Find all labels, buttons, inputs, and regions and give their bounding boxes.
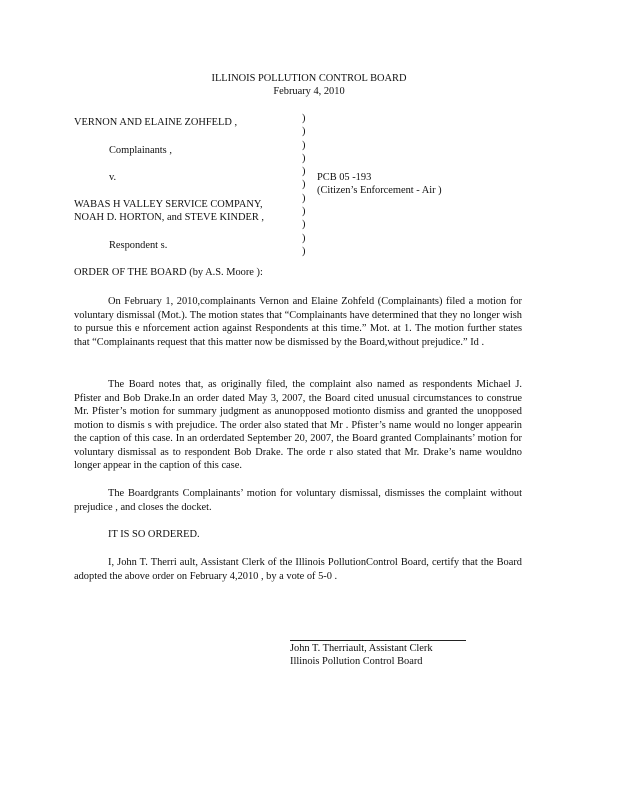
respondents-label: Respondent s. — [109, 240, 168, 251]
order-date: February 4, 2010 — [273, 86, 345, 97]
complainant-names: VERNON AND ELAINE ZOHFELD , — [74, 117, 238, 128]
caption-paren: ) — [302, 206, 306, 218]
paragraph-so-ordered: IT IS SO ORDERED. — [108, 529, 200, 540]
complainants-label: Complainants , — [109, 145, 172, 156]
caption-paren: ) — [302, 179, 306, 191]
order-heading: ORDER OF THE BOARD (by A.S. Moore ): — [74, 267, 263, 278]
versus-label: v. — [109, 172, 117, 183]
paragraph-certification: I, John T. Therri ault, Assistant Clerk of the Illinois PollutionControl Board, certify that the Board adopted the above order on February 4,2010 , by a vote of 5-0 . — [74, 557, 522, 582]
caption-paren: ) — [302, 152, 306, 164]
caption-parentheses — [302, 112, 305, 258]
caption-paren: ) — [302, 113, 306, 124]
caption-paren: ) — [302, 139, 306, 151]
agency-title: ILLINOIS POLLUTION CONTROL BOARD — [211, 73, 407, 84]
paragraph-motion: On February 1, 2010,complainants Vernon and Elaine Zohfeld (Complainants) filed a motion for voluntary dismissal (Mot.). The motion states that “Complainants have determined that they no longer wish to pursue this e nforcement action against Respondents at this time.” Mot. at 1. The motion further states that “Complainants request that this matter now be dismissed by the Board,without prejudice.” Id . — [74, 296, 522, 348]
signatory-office: Illinois Pollution Control Board — [290, 656, 423, 667]
caption-paren: ) — [302, 126, 306, 138]
caption-paren: ) — [302, 232, 306, 244]
case-number: PCB 05 -193 — [317, 172, 372, 183]
signatory-name: John T. Therriault, Assistant Clerk — [290, 643, 433, 654]
paragraph-background: The Board notes that, as originally filed, the complaint also named as respondents Michael J. Pfister and Bob Drake.In an order dated May 3, 2007, the Board cited unusual circumstances to construe Mr. Pfister’s motion for summary judgment as anunopposed motionto dismiss and granted the unopposed motion to dismis s with prejudice. The order also stated that Mr . Pfister’s name would no longer appearin the caption of this case. In an orderdated September 20, 2007, the Board granted Complainants’ motion for voluntary dismissal as to respondent Bob Drake. The orde r also stated that Mr. Drake’s name wouldno longer appear in the caption of this case. — [74, 379, 522, 471]
caption-paren: ) — [302, 192, 306, 204]
respondent-names-line2: NOAH D. HORTON, and STEVE KINDER , — [74, 212, 264, 223]
respondent-names-line1: WABAS H VALLEY SERVICE COMPANY, — [74, 199, 263, 210]
case-type: (Citizen’s Enforcement - Air ) — [317, 185, 442, 196]
caption-paren: ) — [302, 245, 306, 257]
paragraph-ruling: The Boardgrants Complainants’ motion for voluntary dismissal, dismisses the complaint without prejudice , and closes the docket. — [74, 488, 522, 513]
signature-line — [290, 640, 466, 641]
caption-paren: ) — [302, 166, 306, 178]
caption-paren: ) — [302, 219, 306, 231]
